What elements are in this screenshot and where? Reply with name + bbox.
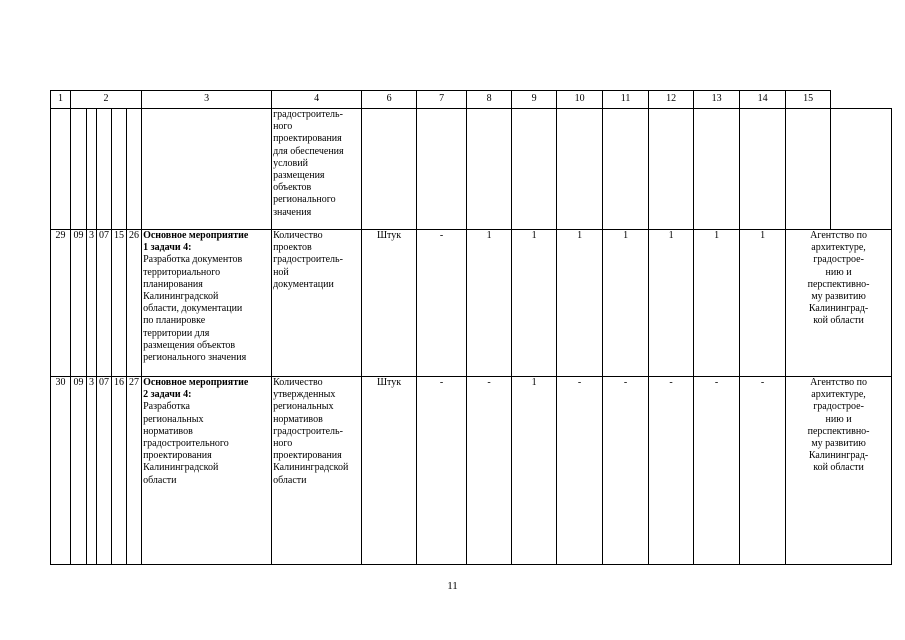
empty-cell: [87, 109, 97, 230]
table-row: [51, 230, 892, 377]
header-cell-12: 12: [649, 91, 694, 109]
activity-cell: [142, 377, 272, 565]
empty-cell: [649, 109, 694, 230]
empty-cell: [97, 109, 112, 230]
code-cell: 3: [87, 230, 97, 377]
indicator-text: градостроитель- ного проектирования для обеспечения условий размещения объектов регионального значения: [273, 109, 344, 218]
code-cell: 16: [112, 377, 127, 565]
activity-title: Основное мероприятие 1 задачи 4:: [143, 230, 249, 254]
indicator-text: Количество проектов градостроитель- ной документации: [273, 230, 343, 290]
unit-cell: Штук: [362, 230, 417, 377]
empty-cell: [786, 109, 831, 230]
code-cell: 3: [87, 377, 97, 565]
activity-description: Разработка региональных нормативов градостроительного проектирования Калининградской области: [143, 401, 229, 486]
header-cell-15: 15: [786, 91, 831, 109]
code-cell: 15: [112, 230, 127, 377]
activity-description: Разработка документов территориального планирования Калининградской области, документации по планировке территории для размещения объектов регионального значения: [143, 254, 247, 363]
empty-cell: [142, 109, 272, 230]
unit-cell: Штук: [362, 377, 417, 565]
value-cell: -: [740, 377, 786, 565]
code-cell: 09: [71, 230, 87, 377]
empty-cell: [467, 109, 512, 230]
value-cell: -: [417, 230, 467, 377]
value-cell: 1: [512, 377, 557, 565]
empty-cell: [831, 109, 892, 230]
empty-cell: [740, 109, 786, 230]
header-cell-7: 7: [417, 91, 467, 109]
empty-cell: [51, 109, 71, 230]
empty-cell: [127, 109, 142, 230]
value-cell: 1: [694, 230, 740, 377]
table-row: [51, 377, 892, 565]
empty-cell: [417, 109, 467, 230]
indicator-cell: [272, 377, 362, 565]
value-cell: 1: [649, 230, 694, 377]
header-cell-1: 1: [51, 91, 71, 109]
continued-row: [51, 109, 892, 230]
code-cell: 09: [71, 377, 87, 565]
indicator-cell: [272, 109, 362, 230]
row-number: 30: [51, 377, 71, 565]
page-number: 11: [447, 580, 458, 592]
indicator-cell: [272, 230, 362, 377]
value-cell: -: [417, 377, 467, 565]
code-cell: 07: [97, 377, 112, 565]
empty-cell: [112, 109, 127, 230]
header-cell-8: 8: [467, 91, 512, 109]
value-cell: 1: [740, 230, 786, 377]
empty-cell: [362, 109, 417, 230]
value-cell: -: [649, 377, 694, 565]
header-cell-6: 6: [362, 91, 417, 109]
program-table: [50, 90, 892, 565]
executor-cell: [786, 230, 892, 377]
value-cell: -: [694, 377, 740, 565]
empty-cell: [71, 109, 87, 230]
header-cell-4: 4: [272, 91, 362, 109]
indicator-text: Количество утвержденных региональных нормативов градостроитель- ного проектирования Калининградской области: [273, 377, 349, 486]
value-cell: 1: [467, 230, 512, 377]
header-row: [51, 91, 892, 109]
empty-cell: [557, 109, 603, 230]
executor-text: Агентство по архитектуре, градострое- нию и перспективно- му развитию Калининград- кой области: [807, 377, 870, 474]
value-cell: -: [467, 377, 512, 565]
activity-cell: [142, 230, 272, 377]
value-cell: 1: [557, 230, 603, 377]
value-cell: -: [603, 377, 649, 565]
header-cell-3: 3: [142, 91, 272, 109]
empty-cell: [512, 109, 557, 230]
header-cell-13: 13: [694, 91, 740, 109]
row-number: 29: [51, 230, 71, 377]
header-cell-14: 14: [740, 91, 786, 109]
value-cell: 1: [512, 230, 557, 377]
code-cell: 26: [127, 230, 142, 377]
header-cell-10: 10: [557, 91, 603, 109]
executor-cell: [786, 377, 892, 565]
header-cell-9: 9: [512, 91, 557, 109]
header-cell-11: 11: [603, 91, 649, 109]
executor-text: Агентство по архитектуре, градострое- нию и перспективно- му развитию Калининград- кой области: [807, 230, 870, 327]
value-cell: -: [557, 377, 603, 565]
value-cell: 1: [603, 230, 649, 377]
empty-cell: [694, 109, 740, 230]
empty-cell: [603, 109, 649, 230]
header-cell-2: 2: [71, 91, 142, 109]
code-cell: 27: [127, 377, 142, 565]
code-cell: 07: [97, 230, 112, 377]
activity-title: Основное мероприятие 2 задачи 4:: [143, 377, 249, 401]
